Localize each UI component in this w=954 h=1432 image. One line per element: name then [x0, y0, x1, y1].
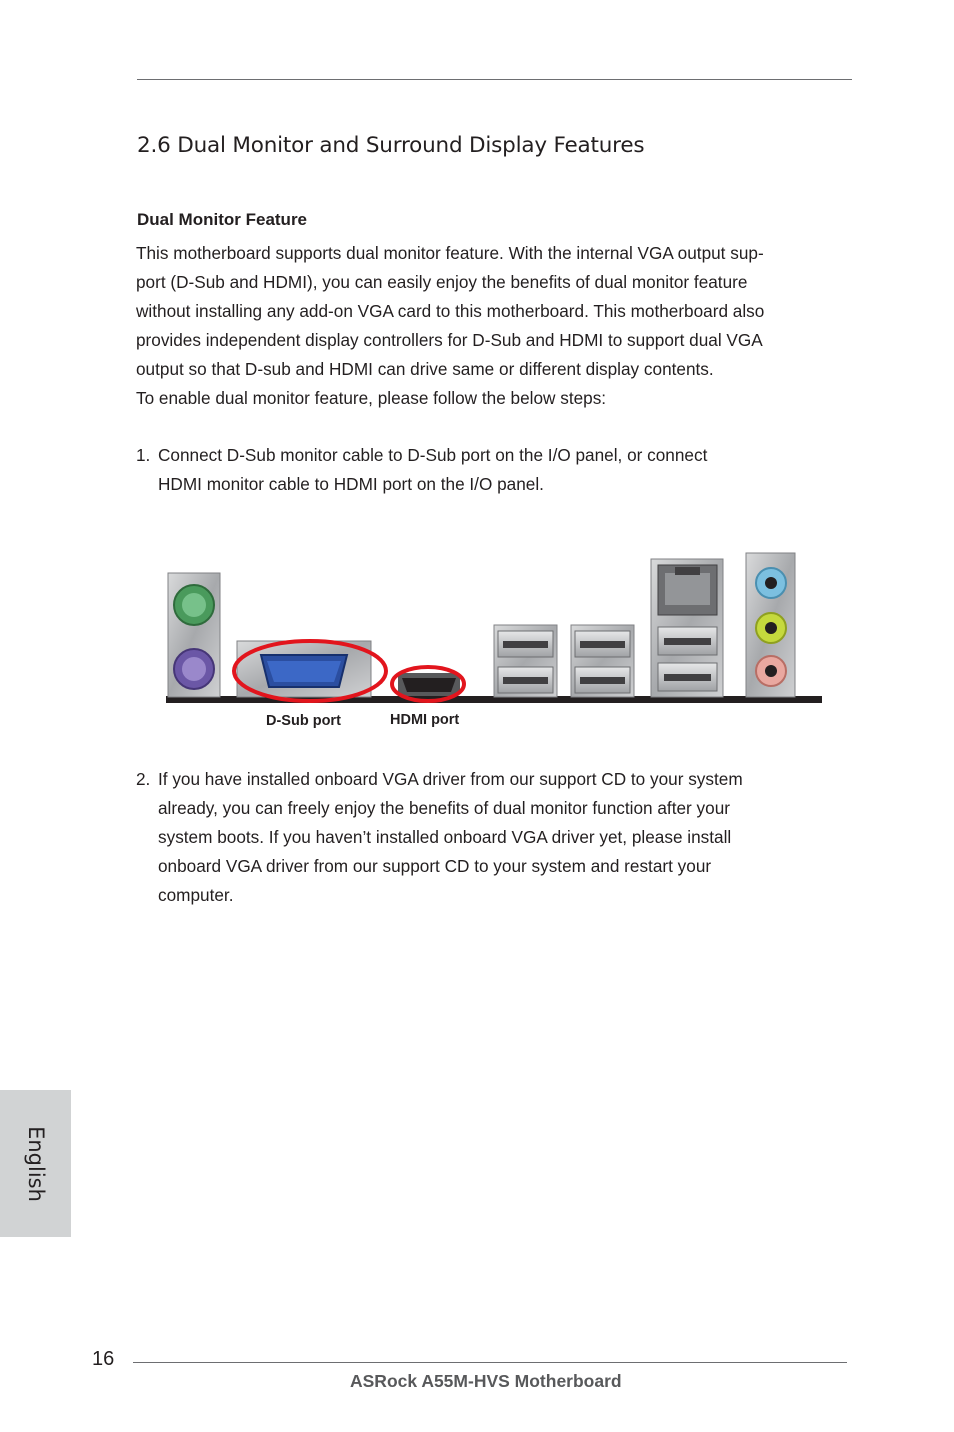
audio-jacks — [746, 553, 795, 697]
step-line: already, you can freely enjoy the benefits of dual monitor function after your — [158, 798, 730, 818]
subsection-title: Dual Monitor Feature — [137, 210, 308, 229]
step-line: HDMI monitor cable to HDMI port on the I/O panel. — [158, 474, 544, 494]
intro-line: port (D-Sub and HDMI), you can easily enjoy the benefits of dual monitor feature — [136, 272, 748, 292]
io-panel-figure — [166, 551, 824, 705]
footer-text: ASRock A55M-HVS Motherboard — [350, 1371, 622, 1391]
usb-stack-1 — [494, 625, 557, 697]
page-number: 16 — [92, 1348, 115, 1370]
hdmi-port — [398, 673, 460, 696]
intro-paragraph — [136, 239, 856, 413]
lan-usb-stack — [651, 559, 723, 697]
step-number: 2. — [136, 769, 151, 789]
intro-line: output so that D-sub and HDMI can drive same or different display contents. — [136, 359, 714, 379]
step-line: onboard VGA driver from our support CD to your system and restart your — [158, 856, 712, 876]
header-rule — [137, 79, 852, 80]
step-number: 1. — [136, 445, 151, 465]
intro-line: without installing any add-on VGA card to this motherboard. This motherboard also — [136, 301, 765, 321]
ps2-ports — [168, 573, 220, 697]
footer-rule — [133, 1362, 847, 1363]
section-title: 2.6 Dual Monitor and Surround Display Features — [137, 133, 645, 158]
intro-line: This motherboard supports dual monitor feature. With the internal VGA output sup- — [136, 243, 764, 263]
hdmi-port-caption: HDMI port — [390, 712, 460, 728]
step-line: system boots. If you haven’t installed onboard VGA driver yet, please install — [158, 827, 732, 847]
step-line: If you have installed onboard VGA driver from our support CD to your system — [158, 769, 743, 789]
step-line: computer. — [158, 885, 234, 905]
intro-line: To enable dual monitor feature, please follow the below steps: — [136, 388, 607, 408]
language-tab-label: English — [23, 1125, 48, 1202]
usb-stack-2 — [571, 625, 634, 697]
dsub-port-caption: D-Sub port — [266, 713, 341, 729]
intro-line: provides independent display controllers for D-Sub and HDMI to support dual VGA — [136, 330, 763, 350]
language-tab — [0, 1090, 71, 1237]
step-line: Connect D-Sub monitor cable to D-Sub port on the I/O panel, or connect — [158, 445, 708, 465]
